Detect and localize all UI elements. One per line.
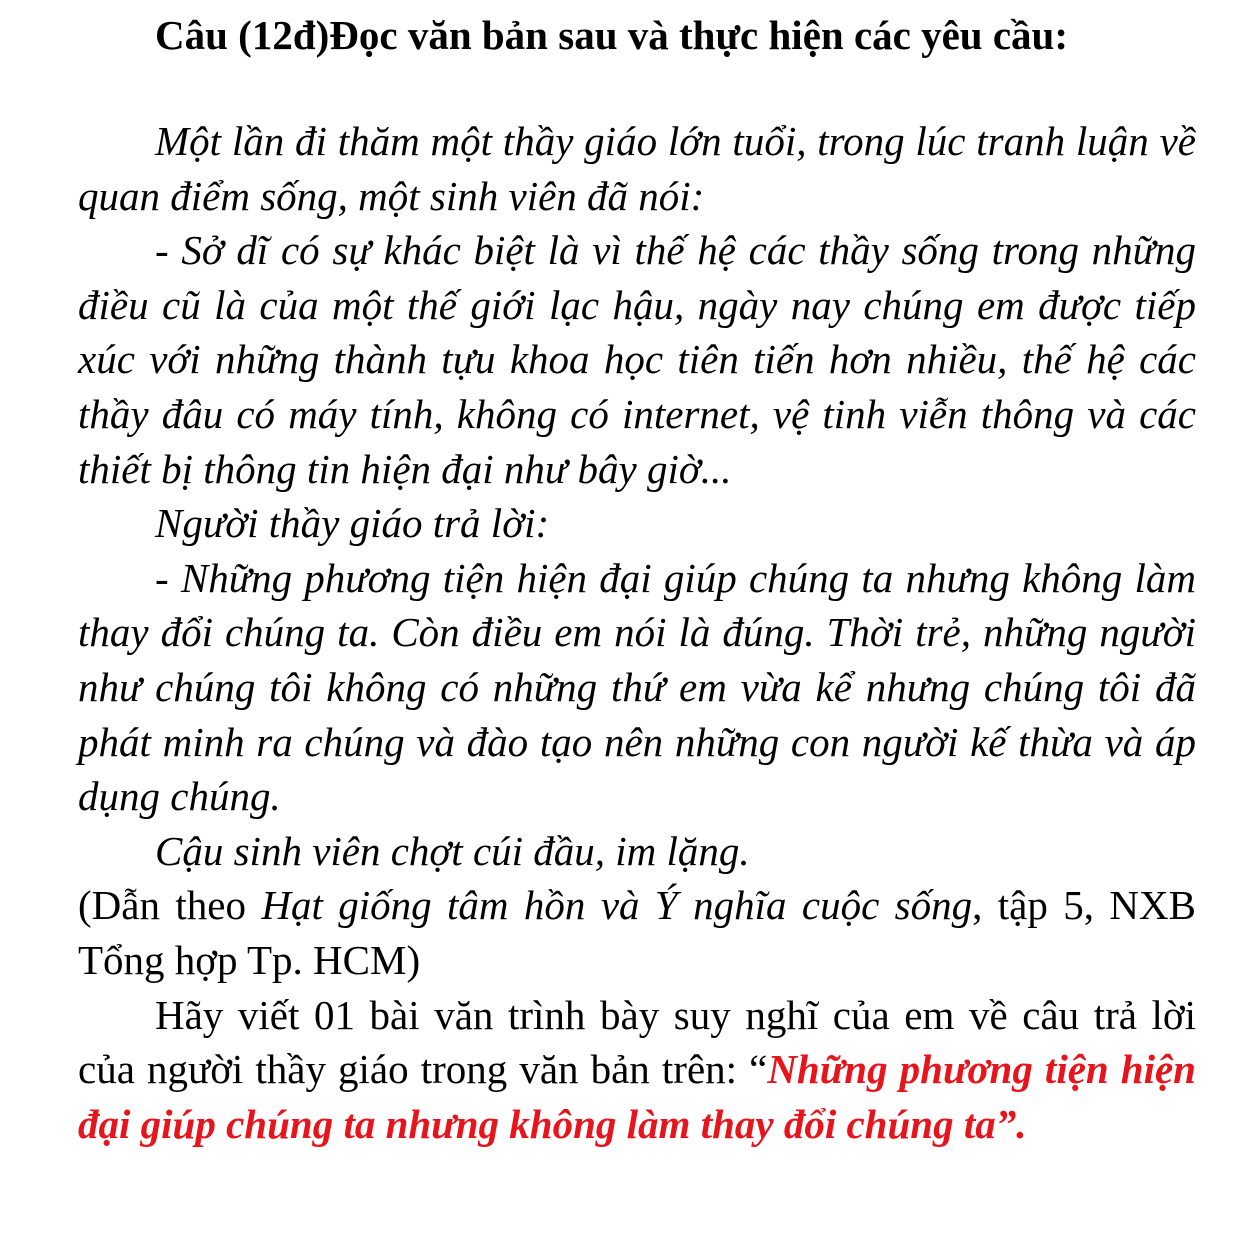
task-text: Hãy viết 01 bài văn trình bày suy nghĩ của em về câu trả lời của người thầy giáo trong văn bản trên: “ [78, 991, 1196, 1093]
source-prefix: (Dẫn theo [78, 882, 262, 929]
source-book-title: Hạt giống tâm hồn và Ý nghĩa cuộc sống [261, 882, 973, 929]
task-paragraph [78, 988, 1196, 1152]
spacer [78, 62, 1196, 114]
question-title: Câu (12đ)Đọc văn bản sau và thực hiện các yêu cầu: [155, 12, 1068, 58]
story-paragraph-ending: Cậu sinh viên chợt cúi đầu, im lặng. [155, 827, 750, 874]
story-paragraph-student: - Sở dĩ có sự khác biệt là vì thế hệ các thầy sống trong những điều cũ là của một thế giới lạc hậu, ngày nay chúng em được tiếp xúc với những thành tựu khoa học tiên tiến hơn nhiều, thế hệ các thầy đâu có máy tính, không có internet, vệ tinh viễn thông và các thiết bị thông tin hiện đại như bây giờ... [78, 227, 1196, 492]
story-paragraph-teacher-intro: Người thầy giáo trả lời: [155, 500, 550, 547]
document-page [78, 0, 1196, 1151]
source-citation [78, 878, 1196, 987]
task-quote: Những phương tiện hiện đại giúp chúng ta nhưng không làm thay đổi chúng ta”. [78, 1046, 1196, 1147]
story-paragraph-teacher-answer: - Những phương tiện hiện đại giúp chúng ta nhưng không làm thay đổi chúng ta. Còn điều em nói là đúng. Thời trẻ, những người như chúng tôi không có những thứ em vừa kể nhưng chúng tôi đã phát minh ra chúng và đào tạo nên những con người kế thừa và áp dụng chúng. [78, 554, 1196, 820]
story-paragraph-intro: Một lần đi thăm một thầy giáo lớn tuổi, trong lúc tranh luận về quan điểm sống, một sinh viên đã nói: [78, 118, 1196, 219]
source-suffix: , tập 5, NXB Tổng hợp Tp. HCM) [78, 882, 1196, 983]
